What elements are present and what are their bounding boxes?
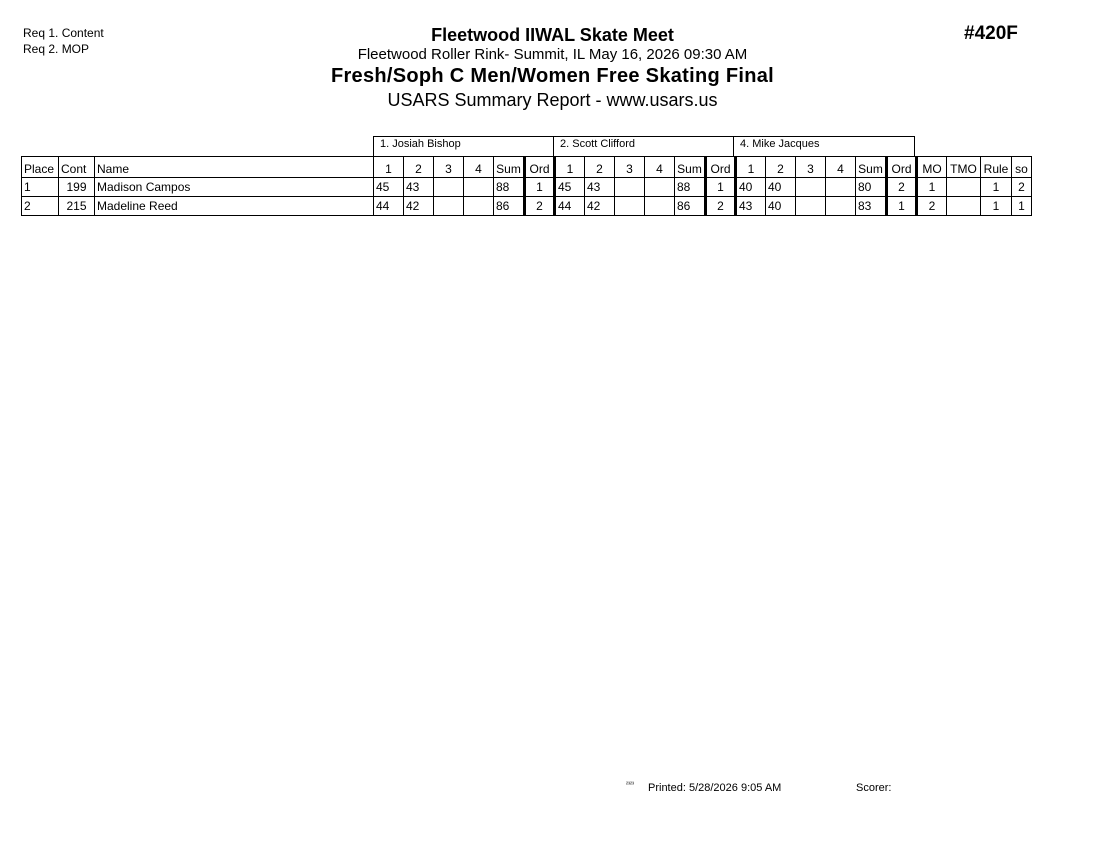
judge-header-1: 1. Josiah Bishop	[373, 136, 554, 156]
col-cont: Cont	[59, 157, 95, 178]
sum-cell: 86	[675, 197, 706, 216]
tmo-cell	[947, 197, 981, 216]
place-cell: 2	[22, 197, 59, 216]
col-place: Place	[22, 157, 59, 178]
so-cell: 2	[1012, 178, 1032, 197]
score-cell	[464, 197, 494, 216]
meet-title: Fleetwood IIWAL Skate Meet	[431, 25, 674, 45]
table-header-row	[22, 157, 1032, 178]
col-rule: Rule	[981, 157, 1012, 178]
score-cell: 43	[404, 178, 434, 197]
skater-name: Madison Campos	[95, 178, 374, 197]
requirement-1: Req 1. Content	[23, 26, 104, 40]
col-j1-ord: Ord	[525, 157, 555, 178]
requirement-2: Req 2. MOP	[23, 42, 90, 56]
col-j2-s1: 1	[555, 157, 585, 178]
score-cell: 40	[736, 178, 766, 197]
ordinal-cell: 2	[887, 178, 917, 197]
col-j2-ord: Ord	[706, 157, 736, 178]
score-cell: 40	[766, 178, 796, 197]
results-table	[21, 156, 1032, 216]
col-j3-s4: 4	[826, 157, 856, 178]
col-j1-s1: 1	[374, 157, 404, 178]
col-so: so	[1012, 157, 1032, 178]
col-tmo: TMO	[947, 157, 981, 178]
rule-cell: 1	[981, 197, 1012, 216]
tmo-cell	[947, 178, 981, 197]
score-cell	[796, 178, 826, 197]
score-cell	[796, 197, 826, 216]
table-row	[22, 197, 1032, 216]
score-cell	[464, 178, 494, 197]
col-j3-s2: 2	[766, 157, 796, 178]
mo-cell: 1	[917, 178, 947, 197]
score-cell: 45	[555, 178, 585, 197]
col-j1-sum: Sum	[494, 157, 525, 178]
cont-cell: 215	[59, 197, 95, 216]
judge-header-2: 2. Scott Clifford	[553, 136, 734, 156]
score-cell	[434, 197, 464, 216]
score-cell	[826, 178, 856, 197]
mo-cell: 2	[917, 197, 947, 216]
col-j2-s2: 2	[585, 157, 615, 178]
score-cell	[645, 178, 675, 197]
col-j2-s4: 4	[645, 157, 675, 178]
venue-line: Fleetwood Roller Rink- Summit, IL May 16, 2026 09:30 AM	[357, 46, 748, 63]
event-title: Fresh/Soph C Men/Women Free Skating Final	[330, 65, 775, 87]
scorer-label: Scorer:	[856, 782, 892, 794]
skater-name: Madeline Reed	[95, 197, 374, 216]
rule-cell: 1	[981, 178, 1012, 197]
footer-code: ²³²³	[626, 782, 634, 788]
ordinal-cell: 2	[706, 197, 736, 216]
sum-cell: 88	[675, 178, 706, 197]
score-cell	[826, 197, 856, 216]
cont-cell: 199	[59, 178, 95, 197]
col-j1-s3: 3	[434, 157, 464, 178]
score-cell: 43	[585, 178, 615, 197]
sum-cell: 80	[856, 178, 887, 197]
event-number: #420F	[964, 23, 1018, 44]
score-cell	[645, 197, 675, 216]
printed-timestamp: Printed: 5/28/2026 9:05 AM	[648, 782, 782, 794]
so-cell: 1	[1012, 197, 1032, 216]
col-j3-sum: Sum	[856, 157, 887, 178]
col-j1-s4: 4	[464, 157, 494, 178]
col-mo: MO	[917, 157, 947, 178]
ordinal-cell: 1	[887, 197, 917, 216]
score-cell: 40	[766, 197, 796, 216]
sum-cell: 86	[494, 197, 525, 216]
sum-cell: 88	[494, 178, 525, 197]
report-title: USARS Summary Report - www.usars.us	[387, 90, 718, 110]
ordinal-cell: 1	[706, 178, 736, 197]
col-j3-ord: Ord	[887, 157, 917, 178]
col-j1-s2: 2	[404, 157, 434, 178]
col-j3-s3: 3	[796, 157, 826, 178]
ordinal-cell: 2	[525, 197, 555, 216]
score-cell	[434, 178, 464, 197]
table-row	[22, 178, 1032, 197]
ordinal-cell: 1	[525, 178, 555, 197]
score-cell: 42	[585, 197, 615, 216]
judge-header-3: 4. Mike Jacques	[733, 136, 915, 156]
score-cell: 43	[736, 197, 766, 216]
score-cell: 42	[404, 197, 434, 216]
score-cell	[615, 197, 645, 216]
score-cell: 44	[374, 197, 404, 216]
col-j3-s1: 1	[736, 157, 766, 178]
col-j2-s3: 3	[615, 157, 645, 178]
score-cell: 44	[555, 197, 585, 216]
col-name: Name	[95, 157, 374, 178]
col-j2-sum: Sum	[675, 157, 706, 178]
score-cell	[615, 178, 645, 197]
score-cell: 45	[374, 178, 404, 197]
place-cell: 1	[22, 178, 59, 197]
sum-cell: 83	[856, 197, 887, 216]
